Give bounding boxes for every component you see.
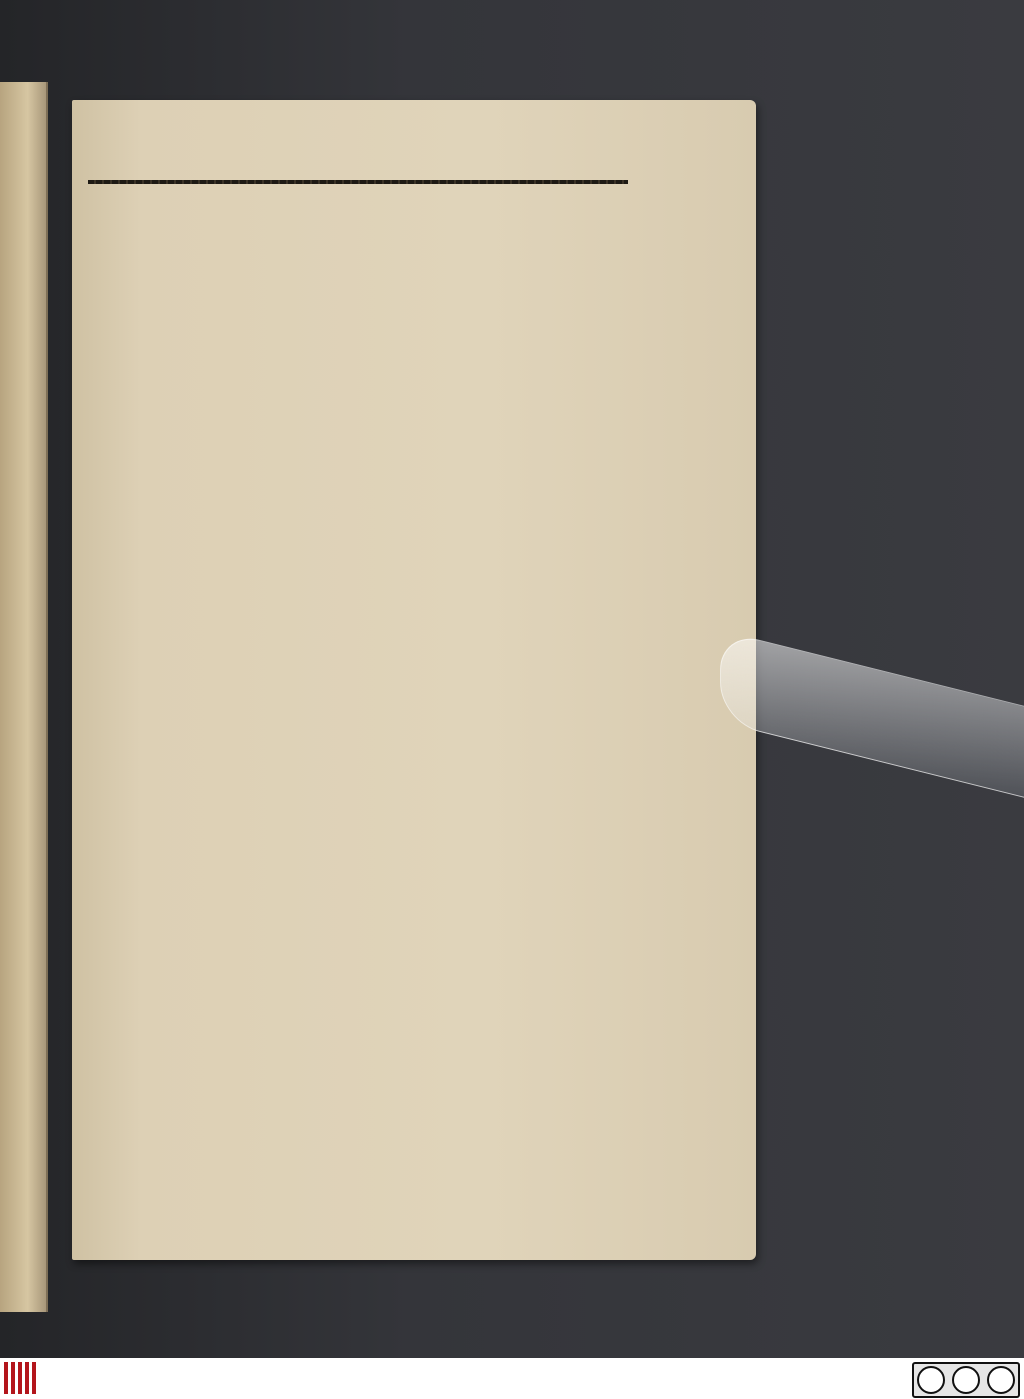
sa-icon: [987, 1366, 1015, 1394]
previous-page-edge: [0, 82, 48, 1312]
footer-bar: [0, 1358, 1024, 1399]
page-header: [188, 138, 628, 178]
header-rule: [88, 180, 628, 184]
book-page: [72, 100, 756, 1260]
cc-license-badge[interactable]: [912, 1362, 1020, 1398]
cc-icon: [917, 1366, 945, 1394]
by-icon: [952, 1366, 980, 1394]
hab-logo-icon: [4, 1362, 38, 1394]
